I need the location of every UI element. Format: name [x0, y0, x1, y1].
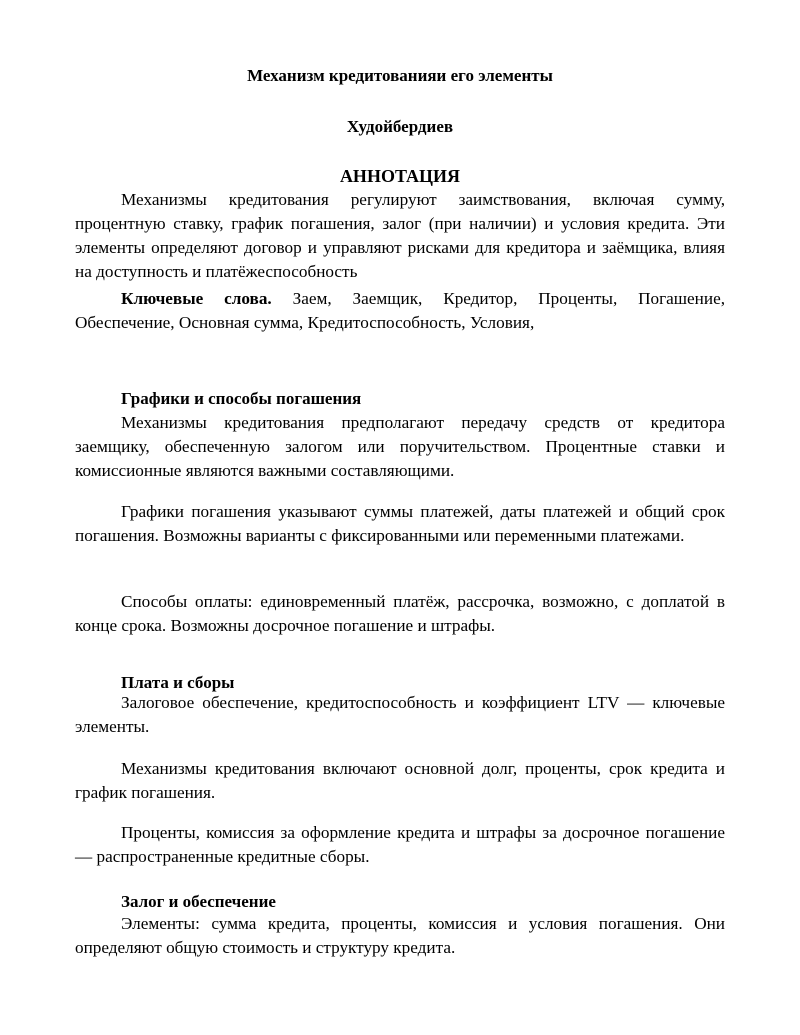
section-paragraph: Механизмы кредитования предполагают передачу средств от кредитора заемщику, обеспеченную залогом или поручительством. Процентные ставки и комиссионные являются важными составляющими. — [75, 413, 725, 480]
keywords-paragraph — [75, 287, 725, 335]
section-paragraph: Механизмы кредитования включают основной долг, проценты, срок кредита и график погашения. — [75, 759, 725, 802]
annotation-paragraph: Механизмы кредитования регулируют заимствования, включая сумму, процентную ставку, график погашения, залог (при наличии) и условия кредита. Эти элементы определяют договор и управляют рисками для кредитора и заёмщика, влияя на доступность и платёжеспособность — [75, 190, 725, 281]
section-paragraph: Графики погашения указывают суммы платежей, даты платежей и общий срок погашения. Возможны варианты с фиксированными или переменными платежами. — [75, 502, 725, 545]
section-heading-repayment: Графики и способы погашения — [121, 389, 362, 408]
section-paragraph: Способы оплаты: единовременный платёж, рассрочка, возможно, с доплатой в конце срока. Возможны досрочное погашение и штрафы. — [75, 592, 725, 635]
annotation-heading: АННОТАЦИЯ — [339, 166, 461, 186]
keywords-list: Заем, Заемщик, Кредитор, Проценты, Погашение, Обеспечение, Основная сумма, Кредитоспособность, Условия, — [75, 289, 725, 332]
document-author: Худойбердиев — [346, 117, 454, 136]
section-heading-fees: Плата и сборы — [121, 673, 235, 692]
section-paragraph: Залоговое обеспечение, кредитоспособность и коэффициент LTV — ключевые элементы. — [75, 693, 725, 736]
document-page — [75, 0, 725, 1035]
keywords-label: Ключевые слова. — [121, 289, 272, 308]
section-heading-collateral: Залог и обеспечение — [121, 892, 276, 911]
section-paragraph: Проценты, комиссия за оформление кредита и штрафы за досрочное погашение — распространенные кредитные сборы. — [75, 823, 725, 866]
document-title: Механизм кредитованияи его элементы — [247, 66, 553, 85]
section-paragraph: Элементы: сумма кредита, проценты, комиссия и условия погашения. Они определяют общую стоимость и структуру кредита. — [75, 914, 725, 957]
